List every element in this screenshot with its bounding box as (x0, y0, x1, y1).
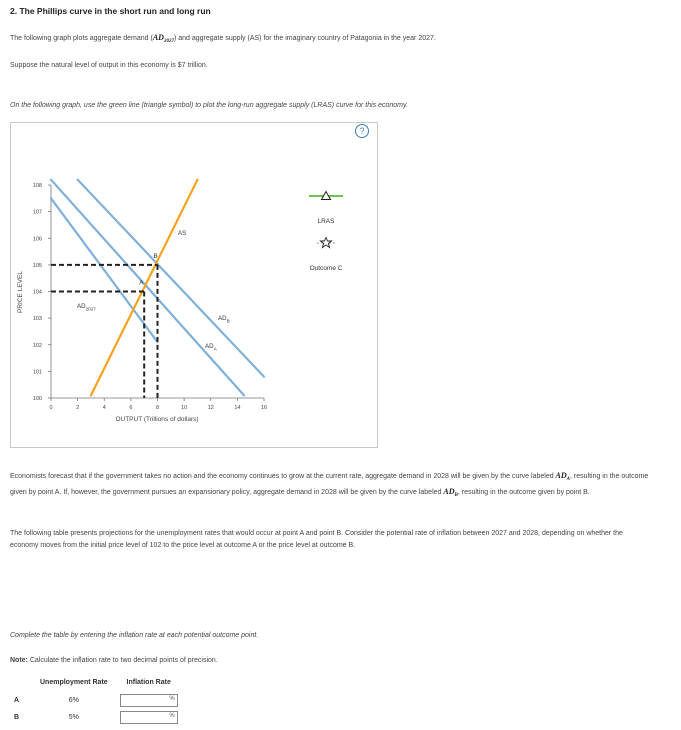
forecast-text-a: Economists forecast that if the government takes no action and the economy continues to grow at the current rate, aggregate demand in 2028 will be given by the curve labeled (10, 473, 556, 480)
unemployment-a: 6% (68, 697, 79, 704)
table-header-row (10, 676, 184, 692)
outcome-legend-label: Outcome C (309, 265, 343, 272)
adb-curve[interactable] (78, 180, 264, 377)
inflation-b-input[interactable] (125, 712, 173, 721)
lras-tool[interactable] (309, 192, 343, 200)
outcome-tool[interactable] (317, 238, 335, 248)
adb-symbol-sub: B (454, 493, 458, 498)
inflation-table (10, 676, 184, 726)
y-tick-label: 105 (32, 262, 42, 269)
ad2027-label: $AD_{2027}$ (77, 303, 96, 312)
table-row (10, 692, 184, 709)
x-tick-label: 12 (207, 405, 214, 411)
x-axis-label: OUTPUT (Trillions of dollars) (115, 416, 199, 423)
ada-symbol-main: AD (555, 471, 567, 480)
point-b-label: B (153, 252, 158, 260)
lras-legend-label: LRAS (317, 218, 335, 225)
forecast-text-c: , resulting in the outcome given by point B. (457, 489, 590, 496)
row-label-b: B (14, 714, 20, 721)
x-tick-label: 14 (234, 405, 241, 411)
natural-output-text: Suppose the natural level of output in this economy is $7 trillion. (10, 62, 208, 69)
note-text: Calculate the inflation rate to two decimal points of precision. (27, 657, 218, 664)
axis-ticks (33, 183, 267, 411)
unemployment-header: Unemployment Rate (40, 678, 108, 686)
forecast-text-b: , resulting in the outcome given by point A. If, however, the government pursues an expansionary policy, aggregate demand in 2028 will be given by the curve labeled (10, 473, 649, 496)
x-tick-label: 0 (49, 405, 53, 411)
percent-unit-a: % (169, 696, 175, 702)
adb-symbol-main: AD (443, 487, 455, 496)
note-label: Note: (10, 657, 28, 664)
x-tick-label: 4 (102, 405, 106, 411)
y-tick-label: 101 (32, 369, 42, 376)
adb-label: $AD_B$ (218, 315, 230, 324)
inflation-a-cell (114, 692, 184, 709)
y-axis-label: PRICE LEVEL (17, 271, 24, 313)
inflation-header: Inflation Rate (126, 678, 171, 686)
x-tick-label: 8 (155, 405, 160, 411)
y-tick-label: 103 (32, 316, 42, 323)
x-tick-label: 10 (181, 405, 188, 411)
point-a-label: A (139, 279, 144, 287)
y-tick-label: 104 (32, 289, 42, 296)
x-tick-label: 16 (260, 405, 268, 411)
y-tick-label: 107 (32, 209, 42, 216)
adb-symbol (443, 487, 457, 496)
percent-unit-b: % (169, 713, 175, 719)
inflation-b-box[interactable] (120, 711, 178, 724)
table-corner (10, 676, 34, 692)
forecast-paragraph (10, 470, 650, 502)
row-label-a: A (14, 697, 20, 704)
y-tick-label: 108 (32, 183, 42, 189)
page-title: 2. The Phillips curve in the short run and long run (10, 6, 211, 16)
projection-paragraph: The following table presents projections for the unemployment rates that would occur at point A and point B. Consider the potential rate of inflation between 2027 and 2028, depending on whether the economy moves from the initial price level of 102 to the price level at outcome A or the price level at outcome B. (10, 530, 623, 549)
ada-label: $AD_A$ (205, 343, 217, 352)
inflation-a-box[interactable] (120, 694, 178, 707)
help-icon[interactable]: ? (355, 124, 369, 138)
ada-symbol (556, 471, 570, 480)
ad2027-curve[interactable] (51, 198, 158, 342)
inflation-b-cell (114, 709, 184, 726)
ada-curve[interactable] (51, 180, 244, 396)
as-label: AS (178, 230, 187, 237)
ad2027-symbol-sub: 2027 (163, 39, 174, 44)
y-tick-label: 102 (32, 342, 42, 349)
inflation-a-input[interactable] (125, 695, 173, 704)
ad2027-symbol-main: AD (152, 33, 164, 42)
unemployment-b: 5% (68, 714, 79, 721)
intro-text-a: The following graph plots aggregate demand ( (10, 35, 153, 42)
y-tick-label: 100 (32, 396, 42, 402)
intro-text-b: ) and aggregate supply (AS) for the imaginary country of Patagonia in the year 2027. (173, 35, 436, 42)
ada-symbol-sub: A (566, 477, 571, 482)
precision-note (10, 655, 650, 667)
x-tick-label: 6 (129, 405, 133, 411)
table-instruction: Complete the table by entering the inflation rate at each potential outcome point. (10, 632, 259, 639)
table-row (10, 709, 184, 726)
x-tick-label: 2 (76, 405, 80, 411)
graph-instruction: On the following graph, use the green line (triangle symbol) to plot the long-run aggregate supply (LRAS) curve for this economy. (10, 102, 408, 109)
y-tick-label: 106 (32, 236, 42, 243)
star-icon[interactable] (321, 238, 332, 248)
